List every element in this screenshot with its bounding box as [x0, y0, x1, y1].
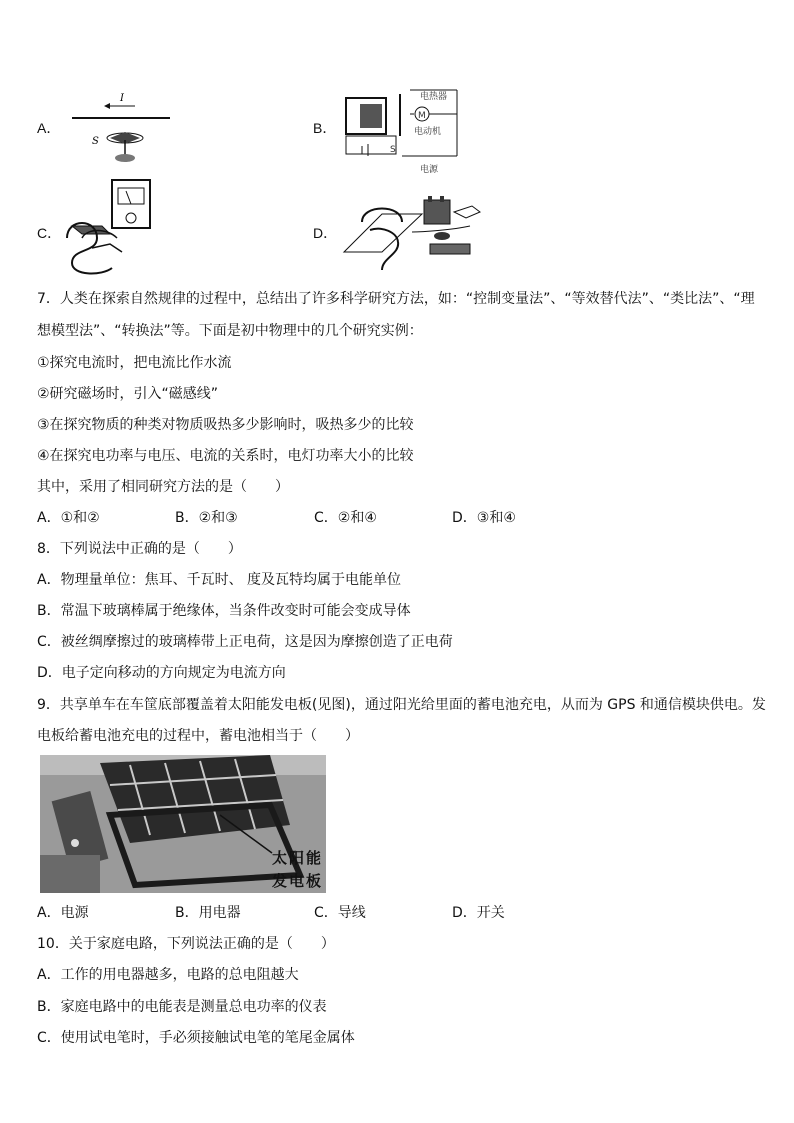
q6-option-d-label: D．	[313, 225, 338, 241]
pole-s-label: S	[92, 136, 99, 147]
q7-option-a[interactable]: A．①和②	[37, 510, 100, 526]
photo-label-line-2: 发电板	[272, 872, 324, 890]
q7-option-b[interactable]: B．②和③	[175, 510, 238, 526]
q7-item-3: ③在探究物质的种类对物质吸热多少影响时，吸热多少的比较	[37, 417, 414, 433]
q10-option-c[interactable]: C．使用试电笔时，手必须接触试电笔的笔尾金属体	[37, 1030, 355, 1046]
q9-stem-line-2: 电板给蓄电池充电的过程中，蓄电池相当于（ ）	[37, 728, 359, 744]
q7-stem-line-2: 想模型法”、“转换法”等。下面是初中物理中的几个研究实例：	[37, 323, 423, 339]
q9-option-d[interactable]: D．开关	[452, 905, 505, 921]
q10-option-a[interactable]: A．工作的用电器越多，电路的总电阻越大	[37, 967, 299, 983]
q8-option-a[interactable]: A．物理量单位：焦耳、千瓦时、 度及瓦特均属于电能单位	[37, 572, 402, 588]
q6-option-c-label: C．	[37, 225, 62, 241]
q8-option-c[interactable]: C．被丝绸摩擦过的玻璃棒带上正电荷，这是因为摩擦创造了正电荷	[37, 634, 453, 650]
q9-option-c[interactable]: C．导线	[314, 905, 366, 921]
q10-option-b[interactable]: B．家庭电路中的电能表是测量总电功率的仪表	[37, 999, 327, 1015]
q7-item-4: ④在探究电功率与电压、电流的关系时，电灯功率大小的比较	[37, 448, 414, 464]
q7-option-d[interactable]: D．③和④	[452, 510, 516, 526]
q6-option-b-label: B．	[313, 120, 337, 136]
svg-text:电动机: 电动机	[414, 127, 442, 137]
svg-text:电热器: 电热器	[420, 92, 448, 102]
q9-option-a[interactable]: A．电源	[37, 905, 89, 921]
q6-figure-a	[70, 88, 180, 168]
current-label: I	[120, 93, 124, 104]
q9-option-b[interactable]: B．用电器	[175, 905, 241, 921]
q8-option-b[interactable]: B．常温下玻璃棒属于绝缘体，当条件改变时可能会变成导体	[37, 603, 411, 619]
q6-figure-b	[342, 84, 472, 179]
q8-option-d[interactable]: D．电子定向移动的方向规定为电流方向	[37, 665, 286, 681]
svg-text:M: M	[418, 111, 426, 121]
q6-figure-d	[342, 192, 490, 274]
q9-stem-line-1: 9．共享单车在车筐底部覆盖着太阳能发电板(见图)，通过阳光给里面的蓄电池充电，从而为 GPS 和通信模块供电。发	[37, 697, 766, 713]
q8-stem: 8．下列说法中正确的是（ ）	[37, 541, 242, 557]
solar-panel-photo	[40, 755, 326, 893]
photo-label-line-1: 太阳能	[272, 849, 324, 867]
q7-option-c[interactable]: C．②和④	[314, 510, 377, 526]
q7-stem-line-1: 7．人类在探索自然规律的过程中，总结出了许多科学研究方法，如：“控制变量法”、“等效替代法”、“类比法”、“理	[37, 291, 755, 307]
q6-option-a-label: A．	[37, 120, 61, 136]
svg-text:电源: 电源	[420, 165, 439, 175]
svg-text:S: S	[390, 145, 396, 155]
q6-figure-c	[62, 178, 157, 280]
q7-item-1: ①探究电流时，把电流比作水流	[37, 355, 232, 371]
q7-question: 其中，采用了相同研究方法的是（ ）	[37, 479, 289, 495]
q10-stem: 10．关于家庭电路，下列说法正确的是（ ）	[37, 936, 335, 952]
q7-item-2: ②研究磁场时，引入“磁感线”	[37, 386, 219, 402]
